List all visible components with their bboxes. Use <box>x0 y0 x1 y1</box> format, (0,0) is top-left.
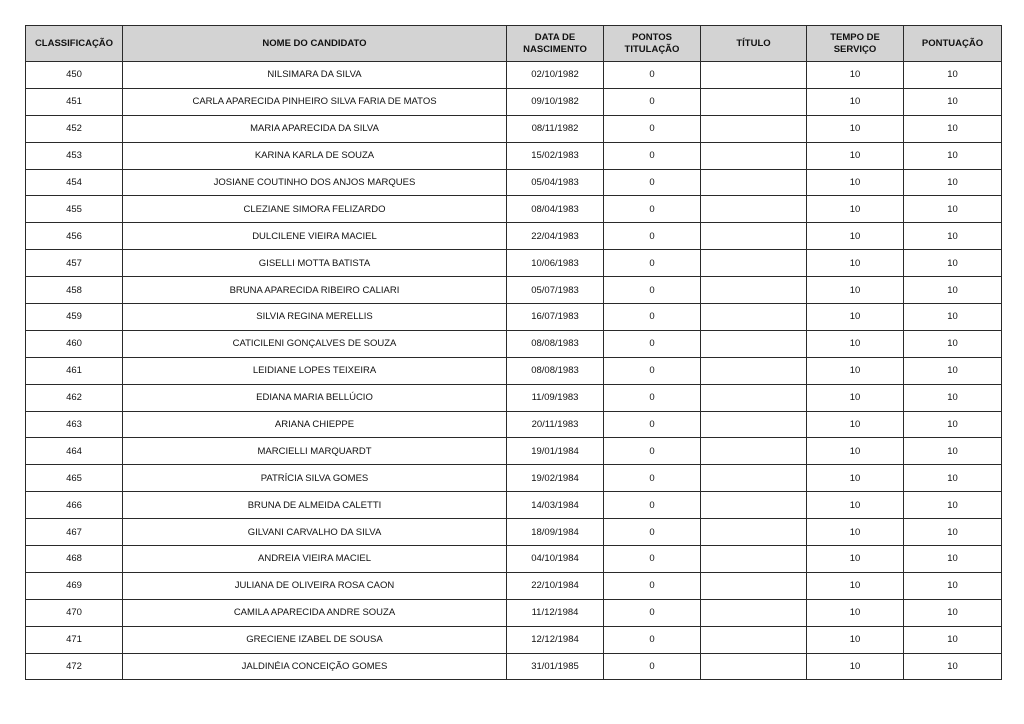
data-nascimento-cell: 05/04/1983 <box>507 169 604 196</box>
table-row <box>26 330 1002 357</box>
pontos-titulacao-cell: 0 <box>604 626 701 653</box>
titulo-cell <box>701 142 807 169</box>
pontuacao-cell: 10 <box>904 115 1002 142</box>
classificacao-cell: 455 <box>26 196 123 223</box>
tempo-servico-cell: 10 <box>807 62 904 89</box>
titulo-cell <box>701 169 807 196</box>
tempo-servico-cell: 10 <box>807 304 904 331</box>
titulo-cell <box>701 411 807 438</box>
pontuacao-cell: 10 <box>904 223 1002 250</box>
pontuacao-cell: 10 <box>904 357 1002 384</box>
tempo-servico-cell: 10 <box>807 142 904 169</box>
nome-candidato-cell: SILVIA REGINA MERELLIS <box>123 304 507 331</box>
pontos-titulacao-cell: 0 <box>604 115 701 142</box>
table-row <box>26 465 1002 492</box>
tempo-servico-cell: 10 <box>807 546 904 573</box>
pontuacao-cell: 10 <box>904 277 1002 304</box>
classificacao-cell: 450 <box>26 62 123 89</box>
data-nascimento-cell: 16/07/1983 <box>507 304 604 331</box>
pontuacao-cell: 10 <box>904 519 1002 546</box>
tempo-servico-cell: 10 <box>807 572 904 599</box>
data-nascimento-cell: 22/10/1984 <box>507 572 604 599</box>
classificacao-cell: 460 <box>26 330 123 357</box>
pontuacao-cell: 10 <box>904 196 1002 223</box>
tempo-servico-cell: 10 <box>807 653 904 680</box>
nome-candidato-cell: GISELLI MOTTA BATISTA <box>123 250 507 277</box>
titulo-cell <box>701 546 807 573</box>
classification-sheet <box>25 25 1001 678</box>
pontos-titulacao-cell: 0 <box>604 142 701 169</box>
titulo-cell <box>701 223 807 250</box>
classificacao-cell: 466 <box>26 492 123 519</box>
header-pontos-titulacao: PONTOS TITULAÇÃO <box>604 26 701 62</box>
titulo-cell <box>701 438 807 465</box>
pontos-titulacao-cell: 0 <box>604 384 701 411</box>
table-row <box>26 142 1002 169</box>
table-row <box>26 88 1002 115</box>
pontos-titulacao-cell: 0 <box>604 653 701 680</box>
titulo-cell <box>701 304 807 331</box>
table-row <box>26 250 1002 277</box>
pontuacao-cell: 10 <box>904 88 1002 115</box>
pontuacao-cell: 10 <box>904 438 1002 465</box>
nome-candidato-cell: CATICILENI GONÇALVES DE SOUZA <box>123 330 507 357</box>
classificacao-cell: 467 <box>26 519 123 546</box>
pontos-titulacao-cell: 0 <box>604 546 701 573</box>
titulo-cell <box>701 572 807 599</box>
data-nascimento-cell: 18/09/1984 <box>507 519 604 546</box>
classificacao-cell: 459 <box>26 304 123 331</box>
classificacao-cell: 462 <box>26 384 123 411</box>
table-row <box>26 411 1002 438</box>
data-nascimento-cell: 10/06/1983 <box>507 250 604 277</box>
data-nascimento-cell: 14/03/1984 <box>507 492 604 519</box>
data-nascimento-cell: 08/11/1982 <box>507 115 604 142</box>
titulo-cell <box>701 492 807 519</box>
table-row <box>26 572 1002 599</box>
tempo-servico-cell: 10 <box>807 411 904 438</box>
header-titulo: TÍTULO <box>701 26 807 62</box>
nome-candidato-cell: EDIANA MARIA BELLÚCIO <box>123 384 507 411</box>
pontos-titulacao-cell: 0 <box>604 572 701 599</box>
nome-candidato-cell: GILVANI CARVALHO DA SILVA <box>123 519 507 546</box>
header-pontuacao: PONTUAÇÃO <box>904 26 1002 62</box>
titulo-cell <box>701 465 807 492</box>
data-nascimento-cell: 31/01/1985 <box>507 653 604 680</box>
pontos-titulacao-cell: 0 <box>604 357 701 384</box>
nome-candidato-cell: ARIANA CHIEPPE <box>123 411 507 438</box>
titulo-cell <box>701 599 807 626</box>
nome-candidato-cell: BRUNA APARECIDA RIBEIRO CALIARI <box>123 277 507 304</box>
data-nascimento-cell: 04/10/1984 <box>507 546 604 573</box>
pontuacao-cell: 10 <box>904 465 1002 492</box>
pontuacao-cell: 10 <box>904 304 1002 331</box>
titulo-cell <box>701 357 807 384</box>
pontos-titulacao-cell: 0 <box>604 411 701 438</box>
data-nascimento-cell: 12/12/1984 <box>507 626 604 653</box>
classificacao-cell: 464 <box>26 438 123 465</box>
classificacao-cell: 451 <box>26 88 123 115</box>
titulo-cell <box>701 626 807 653</box>
nome-candidato-cell: GRECIENE IZABEL DE SOUSA <box>123 626 507 653</box>
titulo-cell <box>701 384 807 411</box>
tempo-servico-cell: 10 <box>807 357 904 384</box>
data-nascimento-cell: 22/04/1983 <box>507 223 604 250</box>
tempo-servico-cell: 10 <box>807 88 904 115</box>
pontos-titulacao-cell: 0 <box>604 330 701 357</box>
data-nascimento-cell: 02/10/1982 <box>507 62 604 89</box>
table-row <box>26 169 1002 196</box>
table-row <box>26 196 1002 223</box>
classificacao-cell: 465 <box>26 465 123 492</box>
tempo-servico-cell: 10 <box>807 626 904 653</box>
pontos-titulacao-cell: 0 <box>604 277 701 304</box>
nome-candidato-cell: JOSIANE COUTINHO DOS ANJOS MARQUES <box>123 169 507 196</box>
data-nascimento-cell: 08/04/1983 <box>507 196 604 223</box>
tempo-servico-cell: 10 <box>807 115 904 142</box>
pontos-titulacao-cell: 0 <box>604 250 701 277</box>
pontos-titulacao-cell: 0 <box>604 492 701 519</box>
nome-candidato-cell: PATRÍCIA SILVA GOMES <box>123 465 507 492</box>
header-data-nascimento: DATA DE NASCIMENTO <box>507 26 604 62</box>
header-classificacao: CLASSIFICAÇÃO <box>26 26 123 62</box>
nome-candidato-cell: LEIDIANE LOPES TEIXEIRA <box>123 357 507 384</box>
pontos-titulacao-cell: 0 <box>604 465 701 492</box>
classificacao-cell: 457 <box>26 250 123 277</box>
classificacao-cell: 472 <box>26 653 123 680</box>
nome-candidato-cell: MARIA APARECIDA DA SILVA <box>123 115 507 142</box>
tempo-servico-cell: 10 <box>807 223 904 250</box>
classification-table <box>25 25 1002 680</box>
data-nascimento-cell: 15/02/1983 <box>507 142 604 169</box>
data-nascimento-cell: 08/08/1983 <box>507 330 604 357</box>
tempo-servico-cell: 10 <box>807 384 904 411</box>
tempo-servico-cell: 10 <box>807 169 904 196</box>
pontuacao-cell: 10 <box>904 169 1002 196</box>
nome-candidato-cell: KARINA KARLA DE SOUZA <box>123 142 507 169</box>
data-nascimento-cell: 19/02/1984 <box>507 465 604 492</box>
tempo-servico-cell: 10 <box>807 465 904 492</box>
header-tempo-servico: TEMPO DE SERVIÇO <box>807 26 904 62</box>
header-nome-candidato: NOME DO CANDIDATO <box>123 26 507 62</box>
classificacao-cell: 469 <box>26 572 123 599</box>
pontos-titulacao-cell: 0 <box>604 599 701 626</box>
pontuacao-cell: 10 <box>904 411 1002 438</box>
pontuacao-cell: 10 <box>904 572 1002 599</box>
classificacao-cell: 463 <box>26 411 123 438</box>
classificacao-cell: 453 <box>26 142 123 169</box>
table-row <box>26 626 1002 653</box>
classificacao-cell: 454 <box>26 169 123 196</box>
titulo-cell <box>701 250 807 277</box>
pontuacao-cell: 10 <box>904 142 1002 169</box>
pontos-titulacao-cell: 0 <box>604 196 701 223</box>
table-row <box>26 115 1002 142</box>
table-body <box>26 62 1002 680</box>
titulo-cell <box>701 519 807 546</box>
nome-candidato-cell: CAMILA APARECIDA ANDRE SOUZA <box>123 599 507 626</box>
nome-candidato-cell: ANDREIA VIEIRA MACIEL <box>123 546 507 573</box>
pontos-titulacao-cell: 0 <box>604 519 701 546</box>
classificacao-cell: 456 <box>26 223 123 250</box>
data-nascimento-cell: 11/09/1983 <box>507 384 604 411</box>
tempo-servico-cell: 10 <box>807 277 904 304</box>
titulo-cell <box>701 115 807 142</box>
pontos-titulacao-cell: 0 <box>604 223 701 250</box>
pontos-titulacao-cell: 0 <box>604 304 701 331</box>
nome-candidato-cell: NILSIMARA DA SILVA <box>123 62 507 89</box>
nome-candidato-cell: CLEZIANE SIMORA FELIZARDO <box>123 196 507 223</box>
tempo-servico-cell: 10 <box>807 196 904 223</box>
pontuacao-cell: 10 <box>904 653 1002 680</box>
pontuacao-cell: 10 <box>904 599 1002 626</box>
table-row <box>26 384 1002 411</box>
tempo-servico-cell: 10 <box>807 519 904 546</box>
pontuacao-cell: 10 <box>904 62 1002 89</box>
nome-candidato-cell: MARCIELLI MARQUARDT <box>123 438 507 465</box>
pontuacao-cell: 10 <box>904 330 1002 357</box>
table-row <box>26 62 1002 89</box>
classificacao-cell: 470 <box>26 599 123 626</box>
pontuacao-cell: 10 <box>904 492 1002 519</box>
data-nascimento-cell: 08/08/1983 <box>507 357 604 384</box>
tempo-servico-cell: 10 <box>807 438 904 465</box>
classificacao-cell: 452 <box>26 115 123 142</box>
data-nascimento-cell: 09/10/1982 <box>507 88 604 115</box>
classificacao-cell: 468 <box>26 546 123 573</box>
titulo-cell <box>701 196 807 223</box>
data-nascimento-cell: 19/01/1984 <box>507 438 604 465</box>
titulo-cell <box>701 330 807 357</box>
classificacao-cell: 461 <box>26 357 123 384</box>
table-row <box>26 492 1002 519</box>
table-row <box>26 277 1002 304</box>
tempo-servico-cell: 10 <box>807 330 904 357</box>
classificacao-cell: 458 <box>26 277 123 304</box>
nome-candidato-cell: BRUNA DE ALMEIDA CALETTI <box>123 492 507 519</box>
tempo-servico-cell: 10 <box>807 599 904 626</box>
tempo-servico-cell: 10 <box>807 492 904 519</box>
pontos-titulacao-cell: 0 <box>604 62 701 89</box>
nome-candidato-cell: JULIANA DE OLIVEIRA ROSA CAON <box>123 572 507 599</box>
data-nascimento-cell: 20/11/1983 <box>507 411 604 438</box>
pontuacao-cell: 10 <box>904 626 1002 653</box>
table-row <box>26 357 1002 384</box>
titulo-cell <box>701 88 807 115</box>
table-row <box>26 438 1002 465</box>
data-nascimento-cell: 05/07/1983 <box>507 277 604 304</box>
table-row <box>26 599 1002 626</box>
table-row <box>26 304 1002 331</box>
titulo-cell <box>701 653 807 680</box>
pontos-titulacao-cell: 0 <box>604 169 701 196</box>
table-row <box>26 519 1002 546</box>
pontuacao-cell: 10 <box>904 250 1002 277</box>
data-nascimento-cell: 11/12/1984 <box>507 599 604 626</box>
titulo-cell <box>701 277 807 304</box>
nome-candidato-cell: CARLA APARECIDA PINHEIRO SILVA FARIA DE MATOS <box>123 88 507 115</box>
tempo-servico-cell: 10 <box>807 250 904 277</box>
pontuacao-cell: 10 <box>904 384 1002 411</box>
table-row <box>26 546 1002 573</box>
pontos-titulacao-cell: 0 <box>604 88 701 115</box>
header-row <box>26 26 1002 62</box>
titulo-cell <box>701 62 807 89</box>
table-row <box>26 653 1002 680</box>
pontuacao-cell: 10 <box>904 546 1002 573</box>
classificacao-cell: 471 <box>26 626 123 653</box>
nome-candidato-cell: JALDINÉIA CONCEIÇÃO GOMES <box>123 653 507 680</box>
pontos-titulacao-cell: 0 <box>604 438 701 465</box>
nome-candidato-cell: DULCILENE VIEIRA MACIEL <box>123 223 507 250</box>
table-row <box>26 223 1002 250</box>
